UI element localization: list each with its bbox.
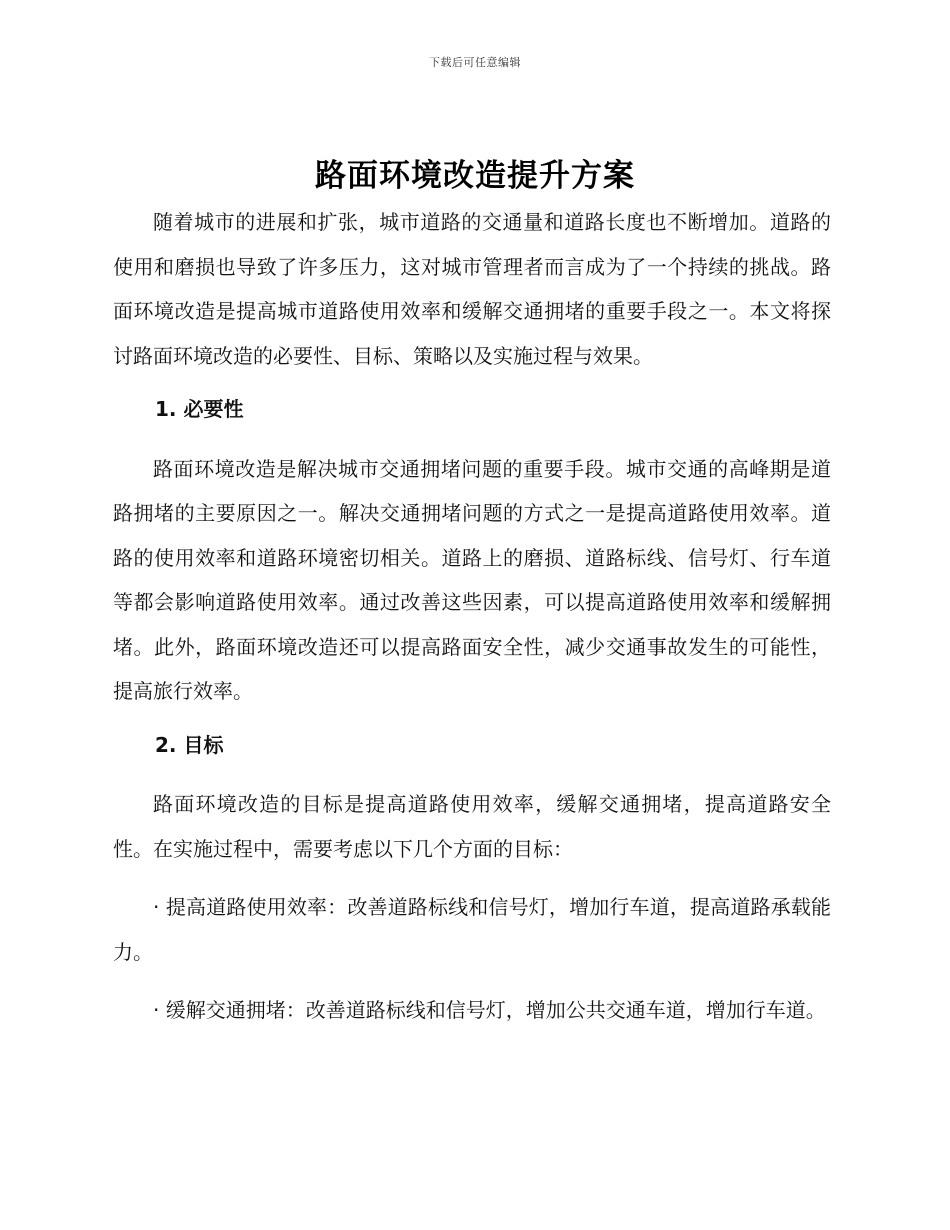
header-note: 下载后可任意编辑	[429, 56, 521, 69]
document-title: 路面环境改造提升方案	[315, 158, 635, 194]
document-body	[113, 200, 831, 1033]
intro-paragraph: 随着城市的进展和扩张，城市道路的交通量和道路长度也不断增加。道路的使用和磨损也导致了许多压力，这对城市管理者而言成为了一个持续的挑战。路面环境改造是提高城市道路使用效率和缓解交通拥堵的重要手段之一。本文将探讨路面环境改造的必要性、目标、策略以及实施过程与效果。	[113, 210, 831, 368]
goal-bullet-efficiency: · 提高道路使用效率：改善道路标线和信号灯，增加行车道，提高道路承载能力。	[113, 895, 831, 964]
section-heading-goals: 2. 目标	[155, 732, 224, 757]
goals-paragraph: 路面环境改造的目标是提高道路使用效率，缓解交通拥堵，提高道路安全性。在实施过程中，需要考虑以下几个方面的目标：	[113, 792, 831, 861]
goal-bullet-congestion: · 缓解交通拥堵：改善道路标线和信号灯，增加公共交通车道，增加行车道。	[153, 998, 826, 1022]
necessity-paragraph: 路面环境改造是解决城市交通拥堵问题的重要手段。城市交通的高峰期是道路拥堵的主要原因之一。解决交通拥堵问题的方式之一是提高道路使用效率。道路的使用效率和道路环境密切相关。道路上的磨损、道路标线、信号灯、行车道等都会影响道路使用效率。通过改善这些因素，可以提高道路使用效率和缓解拥堵。此外，路面环境改造还可以提高路面安全性，减少交通事故发生的可能性，提高旅行效率。	[113, 456, 831, 703]
section-heading-necessity: 1. 必要性	[155, 397, 244, 421]
